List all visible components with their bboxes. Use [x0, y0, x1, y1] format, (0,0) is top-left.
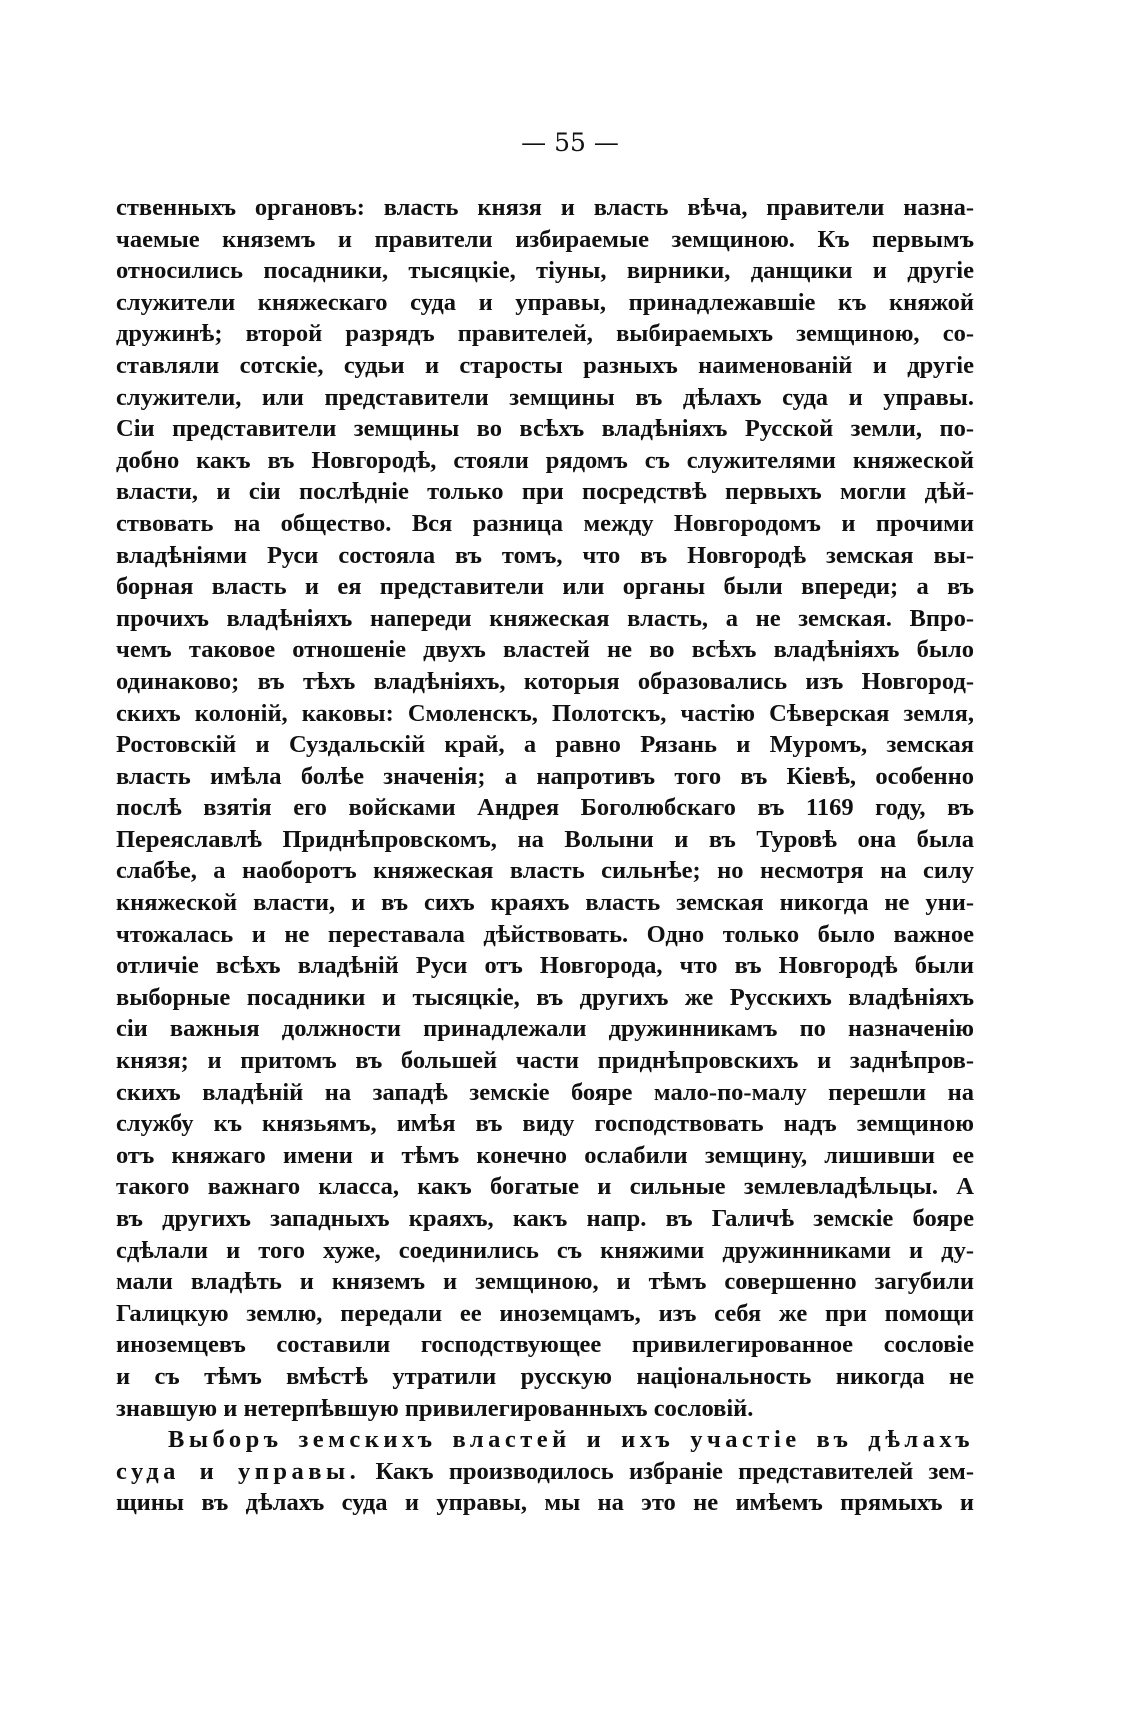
text-line: скихъ колоній, каковы: Смоленскъ, Полотскъ, частію Сѣверская земля,	[116, 699, 974, 727]
text-line: сіи важныя должности принадлежали дружинникамъ по назначенію	[116, 1015, 974, 1043]
section-heading-continued: суда и управы.	[116, 1457, 361, 1485]
text-line: знавшую и нетерпѣвшую привилегированныхъ сословій.	[116, 1394, 754, 1422]
paragraph-2	[116, 1424, 974, 1519]
text-line: ственныхъ органовъ: власть князя и власть вѣча, правители назна-	[116, 194, 974, 221]
text-line: борная власть и ея представители или органы были впереди; а въ	[116, 573, 974, 601]
section-heading: Выборъ земскихъ властей и ихъ участіе въ дѣлахъ	[168, 1426, 974, 1454]
text-line: щины въ дѣлахъ суда и управы, мы на это не имѣемъ прямыхъ и	[116, 1489, 974, 1517]
text-line: Переяславлѣ Приднѣпровскомъ, на Волыни и въ Туровѣ она была	[116, 825, 974, 853]
text-line: выборные посадники и тысяцкіе, въ другихъ же Русскихъ владѣніяхъ	[116, 983, 974, 1011]
text-line	[116, 1456, 974, 1488]
body-text	[116, 192, 974, 1519]
text-line: скихъ владѣній на западѣ земскіе бояре мало-по-малу перешли на	[116, 1078, 974, 1106]
page-number: — 55 —	[521, 128, 619, 157]
text-line: иноземцевъ составили господствующее привилегированное сословіе	[116, 1331, 974, 1359]
text-line: мали владѣть и княземъ и земщиною, и тѣмъ совершенно загубили	[116, 1268, 974, 1296]
text-line: отличіе всѣхъ владѣній Руси отъ Новгорода, что въ Новгородѣ были	[116, 952, 974, 980]
text-line-rest: Какъ производилось избраніе представителей зем-	[375, 1457, 975, 1485]
text-line: служители, или представители земщины въ дѣлахъ суда и управы.	[116, 383, 974, 411]
text-line: дружинѣ; второй разрядъ правителей, выбираемыхъ земщиною, со-	[116, 320, 974, 348]
text-line: власть имѣла болѣе значенія; а напротивъ того въ Кіевѣ, особенно	[116, 762, 974, 790]
text-line: власти, и сіи послѣдніе только при посредствѣ первыхъ могли дѣй-	[116, 478, 974, 506]
text-line: въ другихъ западныхъ краяхъ, какъ напр. въ Галичѣ земскіе бояре	[116, 1205, 974, 1232]
text-line: Ростовскій и Суздальскій край, а равно Рязань и Муромъ, земская	[116, 731, 974, 759]
text-line: и съ тѣмъ вмѣстѣ утратили русскую національность никогда не	[116, 1362, 974, 1390]
paragraph-1	[116, 192, 974, 1424]
text-line: чаемые княземъ и правители избираемые земщиною. Къ первымъ	[116, 225, 974, 253]
text-line: добно какъ въ Новгородѣ, стояли рядомъ съ служителями княжеской	[116, 446, 974, 474]
text-line: чтожалась и не переставала дѣйствовать. Одно только было важное	[116, 920, 974, 948]
text-line: отъ княжаго имени и тѣмъ конечно ослабили земщину, лишивши ее	[116, 1141, 974, 1169]
text-line: Сіи представители земщины во всѣхъ владѣніяхъ Русской земли, по-	[116, 415, 974, 443]
text-line: послѣ взятія его войсками Андрея Боголюбскаго въ 1169 году, въ	[116, 794, 974, 822]
text-line: такого важнаго класса, какъ богатые и сильные землевладѣльцы. А	[116, 1173, 974, 1201]
text-line: служители княжескаго суда и управы, принадлежавшіе къ княжой	[116, 288, 974, 316]
text-line: сдѣлали и того хуже, соединились съ княжими дружинниками и ду-	[116, 1236, 974, 1264]
text-line: относились посадники, тысяцкіе, тіуны, вирники, данщики и другіе	[116, 257, 974, 285]
text-line: владѣніями Руси состояла въ томъ, что въ Новгородѣ земская вы-	[116, 541, 974, 569]
text-line: ствовать на общество. Вся разница между Новгородомъ и прочими	[116, 509, 974, 537]
text-line: службу къ князьямъ, имѣя въ виду господствовать надъ земщиною	[116, 1110, 974, 1138]
text-line: княжеской власти, и въ сихъ краяхъ власть земская никогда не уни-	[116, 889, 974, 917]
text-line: Галицкую землю, передали ее иноземцамъ, изъ себя же при помощи	[116, 1299, 974, 1327]
text-line: одинаково; въ тѣхъ владѣніяхъ, которыя образовались изъ Новгород-	[116, 667, 974, 695]
text-line: ставляли сотскіе, судьи и старосты разныхъ наименованій и другіе	[116, 351, 974, 379]
text-line: чемъ таковое отношеніе двухъ властей не во всѣхъ владѣніяхъ было	[116, 636, 974, 664]
text-line	[116, 1424, 974, 1456]
text-line: прочихъ владѣніяхъ напереди княжеская власть, а не земская. Впро-	[116, 604, 974, 632]
text-line: слабѣе, а наоборотъ княжеская власть сильнѣе; но несмотря на силу	[116, 857, 974, 885]
text-line: князя; и притомъ въ большей части приднѣпровскихъ и заднѣпров-	[116, 1047, 974, 1075]
